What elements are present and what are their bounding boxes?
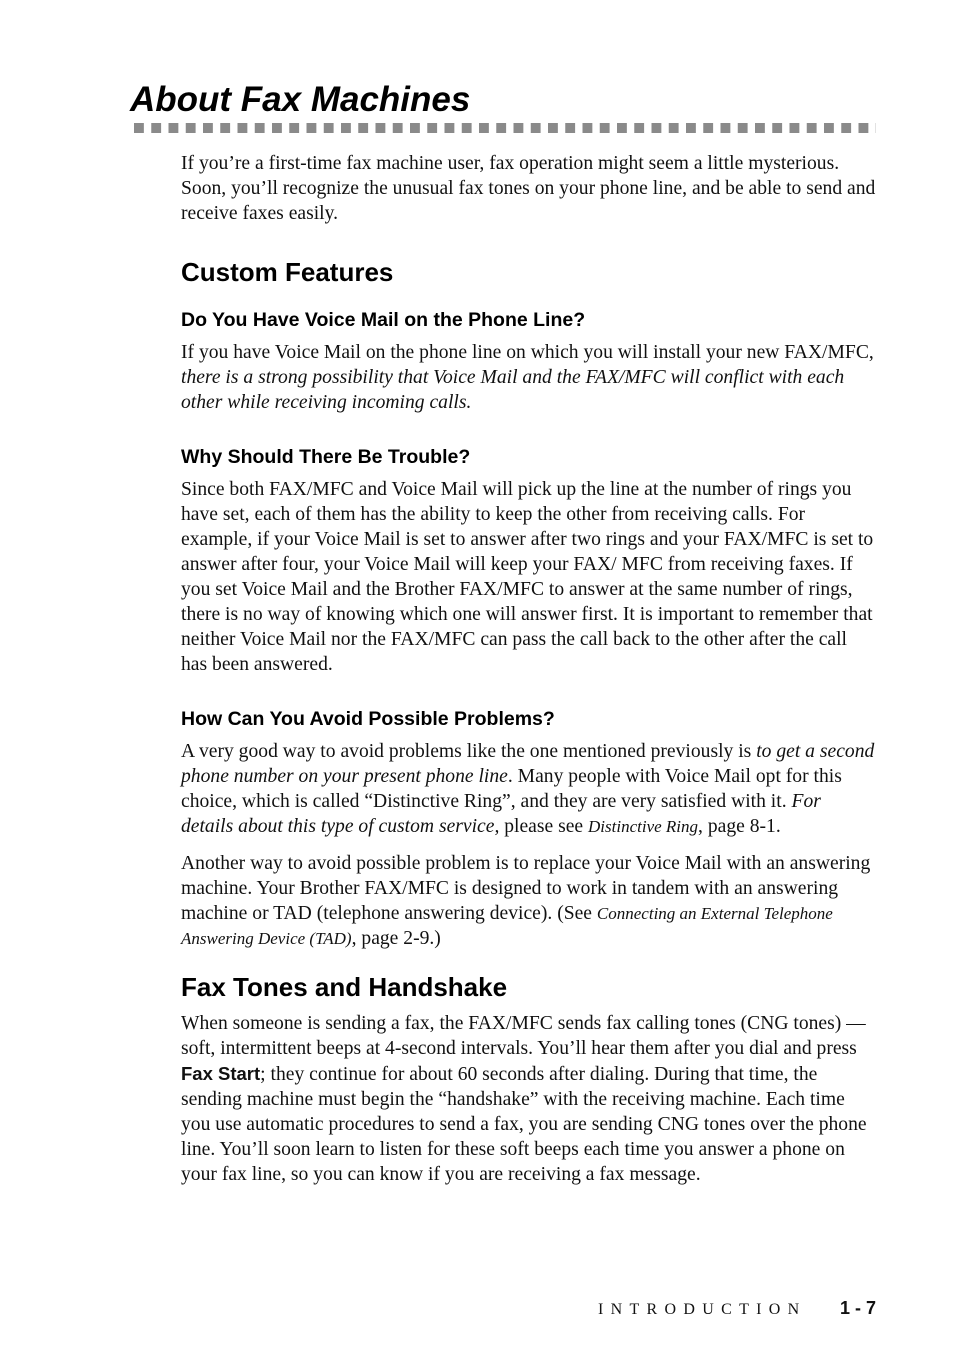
avoid-p1-text-c: . Many people with Voice Mail opt for this choice, which is called “Distinctive Ring”, and they are very satisfied with it.: [181, 766, 842, 812]
fax-tones-paragraph: [181, 1011, 876, 1187]
voice-mail-warning: there is a strong possibility that Voice Mail and the FAX/MFC will conflict with each other while receiving incoming calls.: [181, 367, 845, 413]
page-footer: [598, 1298, 876, 1324]
footer-section-name: INTRODUCTION: [598, 1301, 807, 1318]
fax-tones-heading: Fax Tones and Handshake: [181, 972, 508, 1002]
avoid-p1-details: For details about this type of custom service,: [181, 791, 821, 837]
voice-mail-text: If you have Voice Mail on the phone line on which you will install your new FAX/MFC,: [181, 342, 874, 363]
avoid-problems-heading: How Can You Avoid Possible Problems?: [181, 708, 555, 730]
trouble-paragraph: Since both FAX/MFC and Voice Mail will pick up the line at the number of rings you have set, each of them has the ability to keep the other from receiving calls. For example, if your Voice Mail is set to answer after two rings and your FAX/MFC is set to answer after four, your Voice Mail will keep your FAX/ MFC from receiving faxes. If you set Voice Mail and the Brother FAX/MFC to answer at the same number of rings, there is no way of knowing which one will answer first. It is important to remember that neither Voice Mail nor the FAX/MFC can pass the call back to the other after the call has been answered.: [181, 479, 874, 675]
avoid-p1-emphasis: to get a second phone number on your present phone line: [181, 741, 875, 787]
avoid-paragraph-2: [181, 851, 876, 951]
avoid-p1-page-ref: , page 8-1.: [698, 816, 781, 837]
fax-tones-text-b: ; they continue for about 60 seconds after dialing. During that time, the sending machine must begin the “handshake” with the receiving machine. Each time you use automatic procedures to send a fax, you are sending CNG tones over the phone line. You’ll soon learn to listen for these soft beeps each time you answer a phone on your fax line, so you can know if you are receiving a fax message.: [181, 1064, 867, 1185]
voice-mail-paragraph: [181, 340, 876, 415]
avoid-p1-text-a: A very good way to avoid problems like the one mentioned previously is: [181, 741, 757, 762]
avoid-paragraph-1: [181, 739, 876, 839]
avoid-p2-page-ref: , page 2-9.): [351, 928, 441, 949]
fax-tones-text-a: When someone is sending a fax, the FAX/MFC sends fax calling tones (CNG tones) — soft, intermittent beeps at 4-second intervals. You’ll hear them after you dial and press: [181, 1013, 866, 1059]
tad-reference: Connecting an External Telephone Answering Device (TAD): [181, 904, 833, 948]
avoid-p2-text-a: Another way to avoid possible problem is to replace your Voice Mail with an answering machine. Your Brother FAX/MFC is designed to work in tandem with an answering machine or TAD (telephone answering device). (See: [181, 853, 871, 924]
distinctive-ring-reference: Distinctive Ring: [588, 817, 699, 836]
avoid-p1-text-e: please see: [499, 816, 589, 837]
intro-paragraph: If you’re a first-time fax machine user, fax operation might seem a little mysterious. Soon, you’ll recognize the unusual fax tones on your phone line, and be able to send and receive faxes easily.: [181, 153, 876, 224]
custom-features-heading: Custom Features: [181, 257, 394, 287]
trouble-heading: Why Should There Be Trouble?: [181, 446, 471, 468]
fax-start-key-label: Fax Start: [181, 1063, 261, 1084]
page-content: [181, 151, 876, 1199]
title-dotted-rule: [134, 123, 876, 133]
page-title: About Fax Machines: [130, 80, 471, 119]
voice-mail-heading: Do You Have Voice Mail on the Phone Line?: [181, 309, 586, 331]
footer-page-number: 1 - 7: [839, 1298, 876, 1318]
